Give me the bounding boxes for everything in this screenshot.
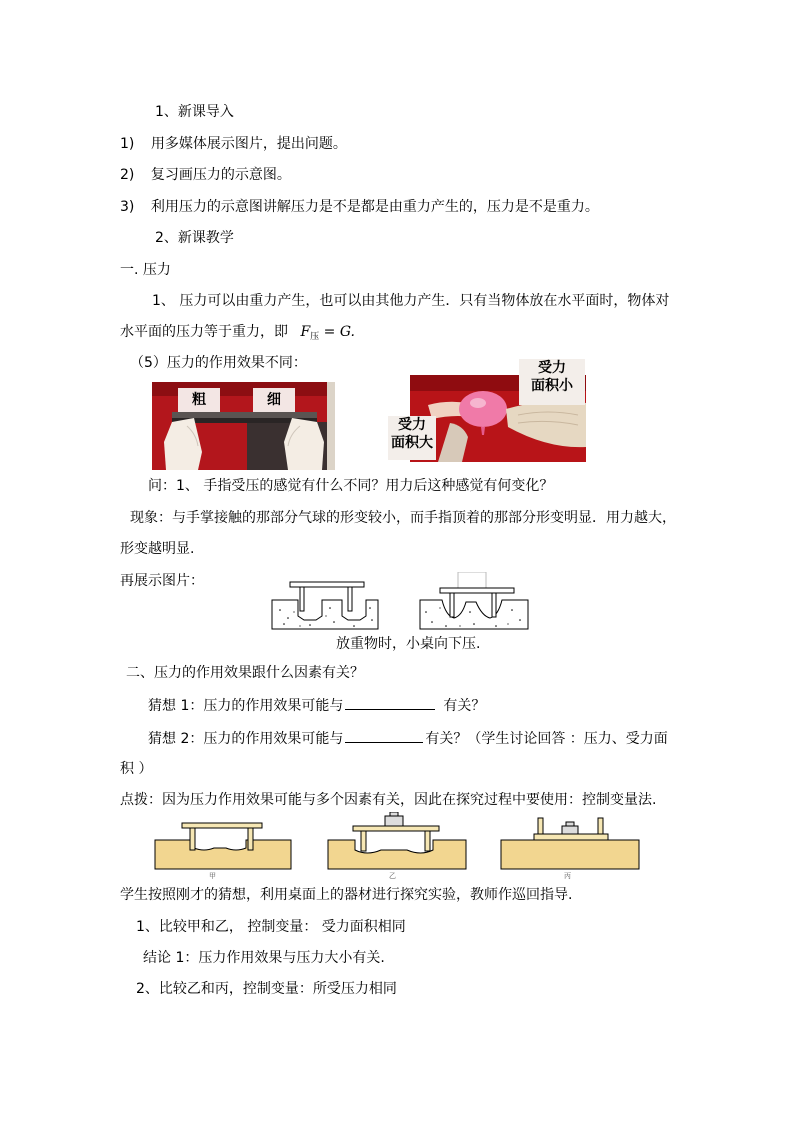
- list-text: 利用压力的示意图讲解压力是不是都是由重力产生的，压力是不是重力。: [150, 199, 599, 215]
- label-small-area: [519, 359, 585, 405]
- label-thick: 粗: [178, 388, 220, 412]
- guess-text: 有关？（学生讨论回答 ：压力、受力面: [425, 731, 668, 747]
- effect-subheading: （5）压力的作用效果不同：: [130, 355, 307, 371]
- experiment-figure-a: [154, 822, 292, 878]
- experiment-a-illustration: [154, 822, 292, 870]
- label-thin: 细: [253, 388, 295, 412]
- list-number: 1): [120, 136, 135, 152]
- experiment-b-illustration: [327, 812, 467, 870]
- part-heading-pressure: 一. 压力: [120, 262, 171, 278]
- phenomenon-line: 形变越明显.: [120, 541, 195, 557]
- label-large-area: [388, 416, 436, 460]
- table-sand-figure: [270, 572, 530, 630]
- figure-label: 丙: [564, 872, 571, 880]
- guess-text: 有关？: [443, 698, 486, 714]
- conclusion-line: 结论 1：压力作用效果与压力大小有关.: [143, 950, 385, 966]
- guess-line-continued: 积 ）: [120, 761, 153, 777]
- section-heading-intro: 1、新课导入: [155, 104, 234, 120]
- answer-blank: [345, 728, 423, 743]
- question-text: 问：1、 手指受压的感觉有什么不同？用力后这种感觉有何变化？: [148, 478, 554, 494]
- guess-text: 猜想 2：压力的作用效果可能与: [148, 731, 344, 747]
- comparison-line: 2、比较乙和丙，控制变量：所受压力相同: [136, 981, 397, 997]
- guess-line: [148, 695, 485, 716]
- experiment-c-illustration: [500, 816, 640, 870]
- label-line: 面积小: [531, 378, 573, 394]
- formula-symbol: F: [300, 324, 311, 340]
- paragraph-line: [120, 322, 355, 347]
- guess-line: [148, 728, 668, 749]
- list-item: [120, 165, 291, 185]
- list-text: 用多媒体展示图片，提出问题。: [150, 136, 347, 152]
- figure-label: 甲: [209, 872, 216, 880]
- list-number: 3): [120, 199, 135, 215]
- label-line: 受力: [398, 417, 426, 433]
- balloon-photo: [388, 357, 586, 462]
- experiment-figure-c: [500, 816, 640, 878]
- list-text: 复习画压力的示意图。: [150, 167, 291, 183]
- formula-subscript: 压: [310, 332, 320, 342]
- phenomenon-line: 现象：与手掌接触的那部分气球的形变较小，而手指顶着的那部分形变明显．用力越大，: [130, 510, 676, 526]
- label-line: 面积大: [391, 435, 433, 451]
- figure-caption: 放重物时，小桌向下压.: [336, 636, 481, 652]
- comparison-line: 1、比较甲和乙， 控制变量： 受力面积相同: [136, 919, 406, 935]
- list-item: [120, 197, 599, 217]
- formula-rest: = G.: [323, 324, 355, 340]
- list-item: [120, 134, 347, 154]
- table-sand-illustration: [270, 572, 530, 630]
- paragraph-text: 水平面的压力等于重力，即: [120, 324, 288, 340]
- figure-label: 乙: [389, 872, 396, 880]
- guess-text: 猜想 1：压力的作用效果可能与: [148, 698, 344, 714]
- pencil-photo: [152, 382, 335, 470]
- hint-text: 点拨：因为压力作用效果可能与多个因素有关，因此在探究过程中要使用：控制变量法.: [120, 792, 657, 808]
- formula: [300, 324, 355, 340]
- paragraph-line: 1、 压力可以由重力产生，也可以由其他力产生．只有当物体放在水平面时，物体对: [152, 293, 670, 309]
- section-heading-teaching: 2、新课教学: [155, 230, 234, 246]
- show-again-text: 再展示图片：: [120, 573, 204, 589]
- part-heading-factors: 二、压力的作用效果跟什么因素有关？: [126, 665, 364, 681]
- answer-blank: [345, 695, 435, 710]
- experiment-figure-b: [327, 812, 467, 878]
- label-line: 受力: [538, 360, 566, 376]
- list-number: 2): [120, 167, 135, 183]
- student-activity-text: 学生按照刚才的猜想，利用桌面上的器材进行探究实验，教师作巡回指导.: [120, 887, 573, 903]
